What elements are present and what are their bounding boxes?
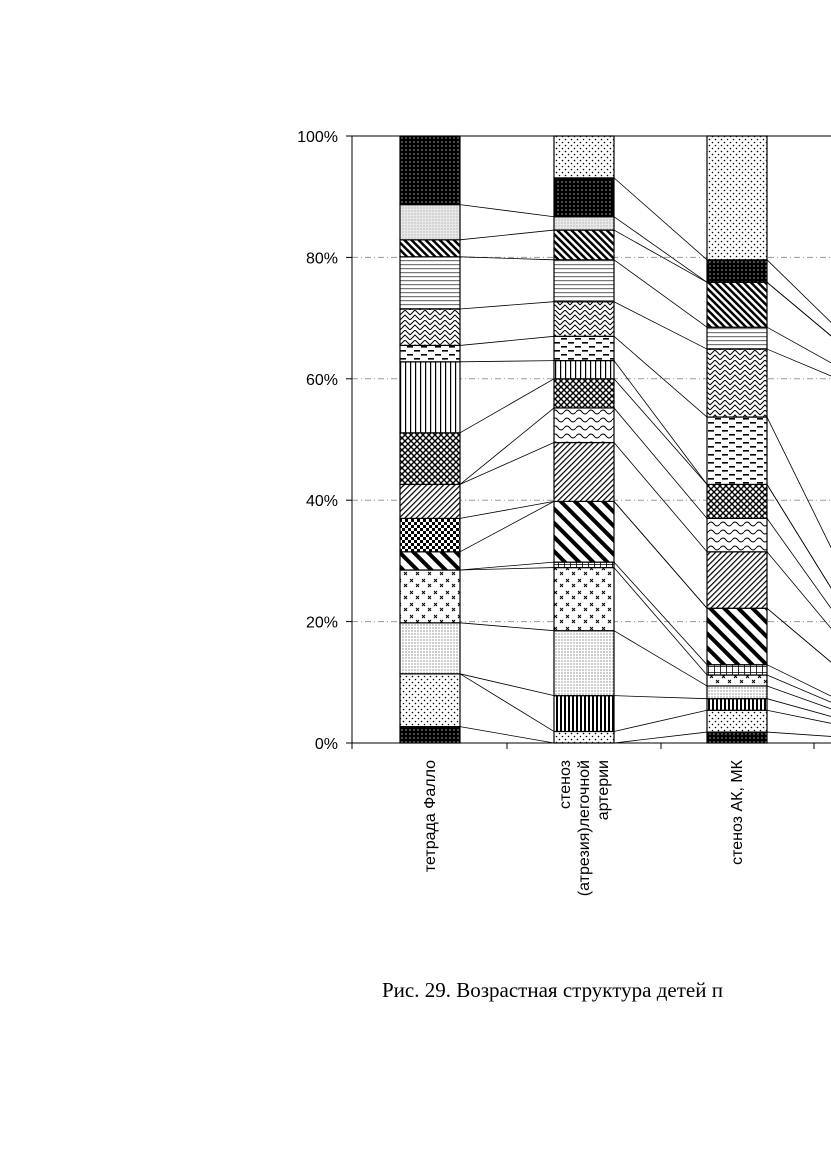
connector-line	[614, 178, 707, 260]
figure-caption: Рис. 29. Возрастная структура детей п	[382, 978, 723, 1002]
bar-segment	[400, 433, 460, 485]
bar-segment	[554, 443, 614, 502]
connector-line	[460, 205, 554, 217]
category-labels	[422, 759, 746, 896]
connector-line	[460, 501, 554, 518]
y-tick-label: 60%	[305, 371, 338, 389]
connector-line	[767, 282, 831, 369]
connector-line	[460, 674, 554, 732]
bar-segment	[400, 136, 460, 205]
bar-segment	[707, 608, 767, 664]
connector-line	[460, 408, 554, 484]
connector-line	[767, 417, 831, 629]
bar-segment	[400, 552, 460, 570]
bar-segment	[554, 178, 614, 217]
connector-line	[460, 302, 554, 309]
bar-segment	[554, 336, 614, 360]
connector-line	[614, 443, 707, 552]
connector-line	[614, 501, 707, 608]
bar-segment	[554, 230, 614, 260]
bar-segment	[707, 552, 767, 608]
connector-line	[614, 732, 707, 743]
bars	[400, 136, 767, 743]
connector-line	[460, 379, 554, 433]
category-label: тетрада Фалло	[422, 760, 439, 873]
bar-segment	[707, 349, 767, 417]
connector-line	[614, 379, 707, 485]
bar-segment	[707, 686, 767, 699]
bar-segment	[554, 731, 614, 743]
connector-line	[614, 408, 707, 518]
connector-line	[767, 327, 831, 385]
y-tick-labels	[297, 129, 338, 753]
bar-segment	[707, 665, 767, 675]
connector-line	[614, 696, 707, 699]
bar-segment	[707, 699, 767, 711]
connector-line	[460, 674, 554, 696]
connector-lines	[460, 178, 831, 743]
connector-line	[460, 361, 554, 362]
connector-line	[460, 727, 554, 743]
connector-line	[614, 710, 707, 731]
bar-segment	[554, 631, 614, 696]
connector-line	[614, 260, 707, 327]
connector-line	[460, 230, 554, 240]
connector-line	[767, 732, 831, 739]
connector-line	[614, 336, 707, 417]
connector-line	[767, 552, 831, 676]
bar-segment	[554, 562, 614, 567]
y-tick-label: 0%	[314, 736, 338, 753]
connector-line	[614, 230, 707, 282]
connector-line	[767, 349, 831, 393]
bar-segment	[400, 240, 460, 257]
bar-segment	[400, 362, 460, 433]
bar-segment	[400, 484, 460, 518]
category-label: стеноз АК, МК	[729, 760, 746, 865]
connector-line	[460, 443, 554, 485]
connector-line	[767, 484, 831, 652]
bar-segment	[707, 282, 767, 327]
bar-segment	[400, 727, 460, 743]
y-tick-label: 100%	[297, 129, 338, 146]
bar-segment	[554, 568, 614, 631]
y-tick-label: 40%	[305, 493, 338, 511]
connector-line	[767, 518, 831, 664]
bar-segment	[554, 217, 614, 230]
connector-line	[614, 302, 707, 349]
bar-segment	[554, 260, 614, 302]
category-label: (атрезия)легочной	[576, 760, 593, 897]
bar-segment	[707, 417, 767, 484]
bar-segment	[554, 302, 614, 337]
bar-segment	[400, 345, 460, 361]
y-tick-label: 20%	[305, 614, 338, 632]
bar-segment	[400, 518, 460, 551]
connector-line	[767, 484, 831, 652]
bar-segment	[400, 674, 460, 727]
bar-segment	[554, 408, 614, 443]
bar-segment	[707, 732, 767, 743]
bar-segment	[707, 675, 767, 686]
bar-segment	[400, 205, 460, 240]
bar-segment	[707, 260, 767, 282]
bar-segment	[707, 136, 767, 260]
category-label: артерии	[595, 760, 612, 821]
bar-segment	[400, 257, 460, 309]
bar-segment	[554, 501, 614, 562]
y-tick-label: 80%	[305, 250, 338, 268]
bar-segment	[707, 484, 767, 518]
connector-line	[460, 501, 554, 551]
category-label: стеноз	[557, 760, 574, 809]
connector-line	[767, 282, 831, 369]
bar-segment	[707, 518, 767, 551]
bar-segment	[554, 361, 614, 379]
connector-line	[614, 562, 707, 665]
bar-segment	[554, 379, 614, 408]
bar-segment	[400, 623, 460, 674]
bar-segment	[400, 309, 460, 345]
bar-segment	[400, 570, 460, 623]
bar-segment	[554, 136, 614, 178]
connector-line	[460, 336, 554, 345]
bar-segment	[707, 710, 767, 732]
bar-segment	[554, 696, 614, 732]
bar-segment	[707, 327, 767, 349]
connector-line	[767, 699, 831, 728]
connector-line	[614, 217, 707, 283]
connector-line	[460, 623, 554, 631]
connector-line	[767, 260, 831, 362]
